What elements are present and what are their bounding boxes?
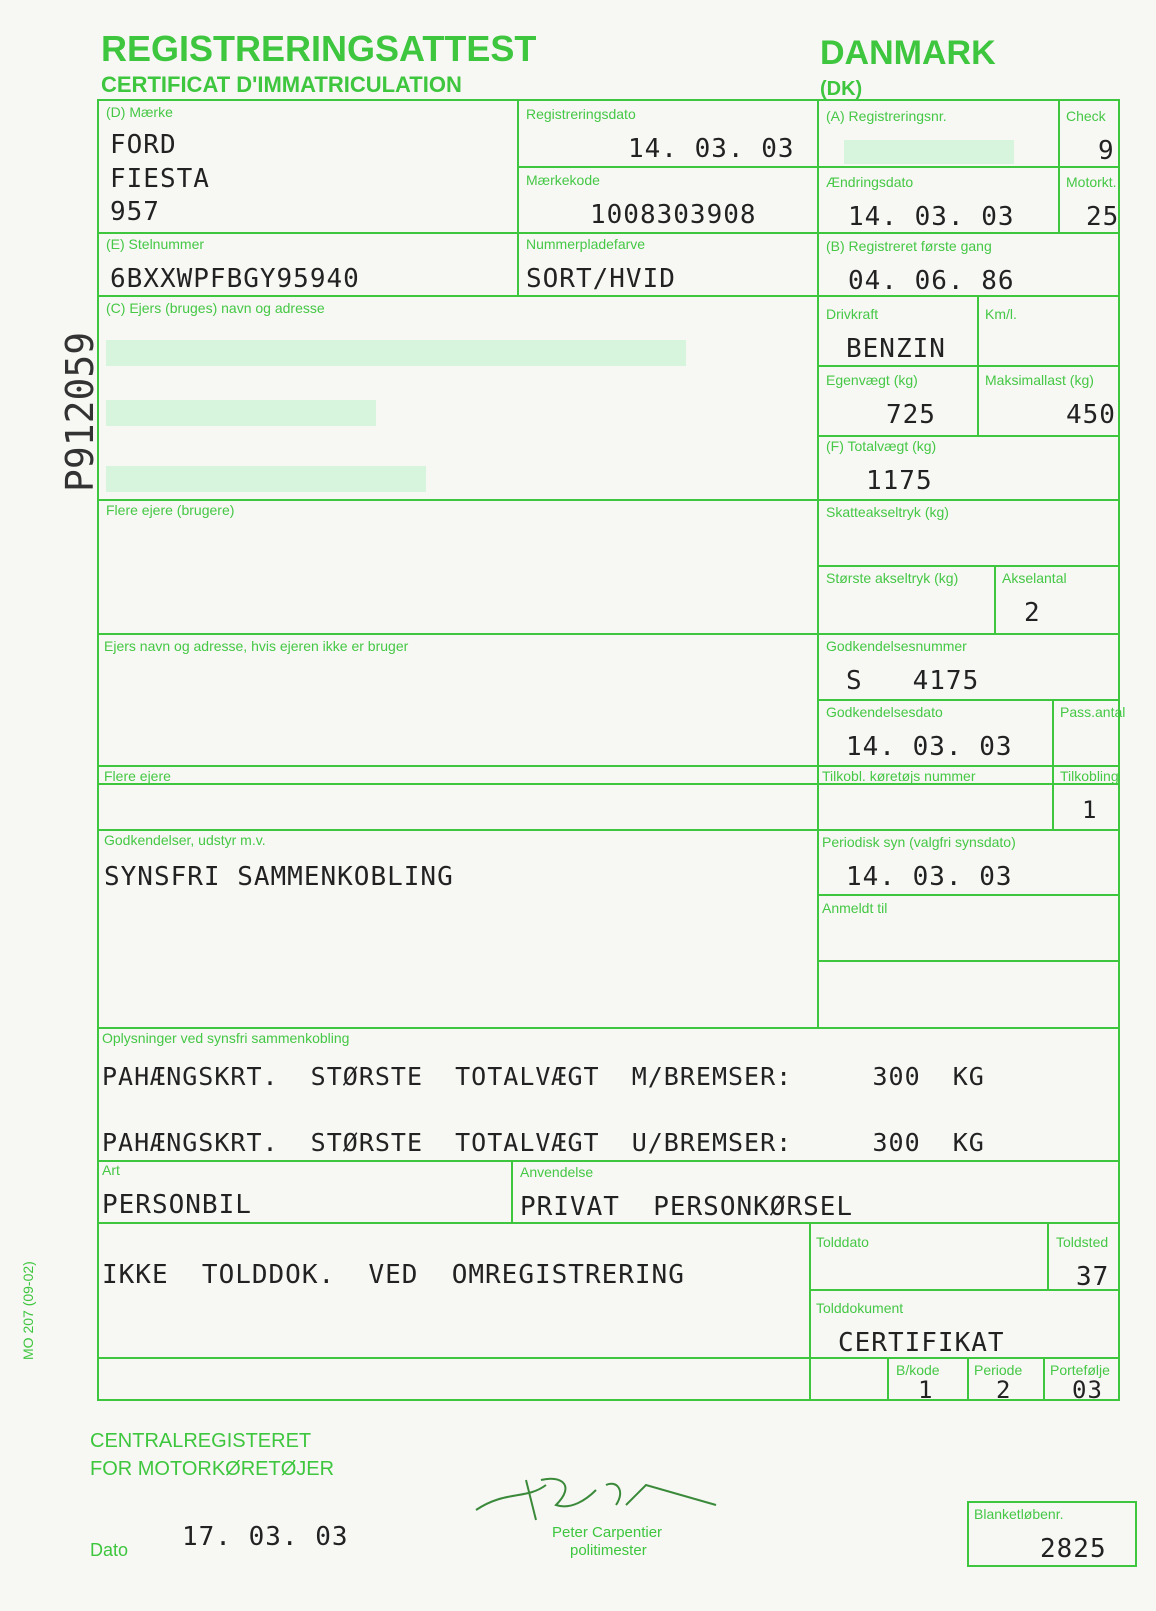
check-label: Check [1066, 108, 1106, 124]
tilkobling-value: 1 [1082, 796, 1098, 824]
pass-antal-label: Pass.antal [1060, 704, 1126, 720]
oplysninger-label: Oplysninger ved synsfri sammenkobling [102, 1030, 350, 1046]
skatteakseltryk-label: Skatteakseltryk (kg) [826, 504, 949, 520]
aendringsdato-label: Ændringsdato [826, 174, 914, 190]
check-value: 9 [1098, 136, 1115, 166]
periode-value: 2 [996, 1376, 1012, 1404]
registry-name-2: FOR MOTORKØRETØJER [90, 1458, 335, 1480]
kml-label: Km/l. [985, 306, 1017, 322]
foerste-gang-label: (B) Registreret første gang [826, 238, 992, 254]
told-note: IKKE TOLDDOK. VED OMREGISTRERING [102, 1260, 685, 1290]
flere-ejere-label: Flere ejere [104, 768, 171, 784]
tolddokument-value: CERTIFIKAT [838, 1328, 1005, 1358]
totalvaegt-label: (F) Totalvægt (kg) [826, 438, 937, 454]
akselantal-label: Akselantal [1002, 570, 1067, 586]
motorkt-value: 25 [1086, 202, 1120, 232]
motorkt-label: Motorkt. [1066, 174, 1117, 190]
blanket-value: 2825 [1040, 1534, 1107, 1564]
regnr-label: (A) Registreringsnr. [826, 108, 947, 124]
portefolje-value: 03 [1072, 1376, 1103, 1404]
redacted-owner-city [106, 466, 426, 492]
document-subtitle: CERTIFICAT D'IMMATRICULATION [101, 72, 462, 97]
signer-name: Peter Carpentier [552, 1524, 663, 1541]
maerke-line-2: FIESTA [110, 164, 210, 194]
registry-name-1: CENTRALREGISTERET [90, 1430, 312, 1452]
signer-title: politimester [570, 1542, 647, 1559]
periodisk-syn-value: 14. 03. 03 [846, 862, 1013, 892]
maerke-line-1: FORD [110, 130, 177, 160]
regdato-value: 14. 03. 03 [628, 134, 795, 164]
periode-label: Periode [974, 1362, 1023, 1378]
drivkraft-value: BENZIN [846, 334, 946, 364]
tolddato-label: Tolddato [816, 1234, 869, 1250]
document-title: REGISTRERINGSATTEST [101, 28, 537, 69]
oplysninger-line-2: PAHÆNGSKRT. STØRSTE TOTALVÆGT U/BREMSER: 300 KG [102, 1128, 985, 1157]
maerke-label: (D) Mærke [106, 104, 173, 120]
maerkekode-label: Mærkekode [526, 172, 600, 188]
stoerste-akseltryk-label: Største akseltryk (kg) [826, 570, 959, 586]
godkendelsesnummer-label: Godkendelsesnummer [826, 638, 967, 654]
flere-ejere-brugere-label: Flere ejere (brugere) [106, 502, 235, 518]
portefolje-label: Portefølje [1050, 1362, 1110, 1378]
oplysninger-line-1: PAHÆNGSKRT. STØRSTE TOTALVÆGT M/BREMSER: 300 KG [102, 1062, 985, 1091]
foerste-gang-value: 04. 06. 86 [848, 266, 1015, 296]
nummerpladefarve-value: SORT/HVID [526, 264, 676, 294]
stelnummer-value: 6BXXWPFBGY95940 [110, 264, 360, 294]
totalvaegt-value: 1175 [866, 466, 933, 496]
periodisk-syn-label: Periodisk syn (valgfri synsdato) [822, 834, 1016, 850]
dato-label: Dato [90, 1540, 129, 1560]
redacted-regnr [844, 140, 1014, 164]
egenvaegt-value: 725 [886, 400, 936, 430]
drivkraft-label: Drivkraft [826, 306, 879, 322]
stelnummer-label: (E) Stelnummer [106, 236, 205, 252]
art-label: Art [102, 1162, 120, 1178]
dato-value: 17. 03. 03 [182, 1522, 349, 1552]
maerkekode-value: 1008303908 [590, 200, 757, 230]
ejer-label: (C) Ejers (bruges) navn og adresse [106, 300, 325, 316]
anmeldt-til-label: Anmeldt til [822, 900, 888, 916]
egenvaegt-label: Egenvægt (kg) [826, 372, 918, 388]
serial-number-vertical: P912059 [58, 331, 102, 492]
nummerpladefarve-label: Nummerpladefarve [526, 236, 646, 252]
redacted-owner-street [106, 400, 376, 426]
maksimallast-label: Maksimallast (kg) [985, 372, 1094, 388]
toldsted-label: Toldsted [1056, 1234, 1109, 1250]
godkendelser-label: Godkendelser, udstyr m.v. [104, 832, 266, 848]
redacted-owner-name [106, 340, 686, 366]
tolddokument-label: Tolddokument [816, 1300, 904, 1316]
godkendelsesnummer-value: S 4175 [846, 666, 980, 696]
country-code: (DK) [820, 78, 863, 100]
blanket-label: Blanketløbenr. [974, 1506, 1064, 1522]
godkendelser-value: SYNSFRI SAMMENKOBLING [104, 862, 454, 892]
godkendelsesdato-value: 14. 03. 03 [846, 732, 1013, 762]
regdato-label: Registreringsdato [526, 106, 636, 122]
toldsted-value: 37 [1076, 1262, 1110, 1292]
akselantal-value: 2 [1024, 598, 1041, 628]
anvendelse-value: PRIVAT PERSONKØRSEL [520, 1192, 854, 1222]
tilkobl-label: Tilkobl. køretøjs nummer [822, 768, 976, 784]
tilkobling-label: Tilkobling [1060, 768, 1119, 784]
bkode-value: 1 [918, 1376, 934, 1404]
art-value: PERSONBIL [102, 1190, 252, 1220]
maerke-line-3: 957 [110, 197, 160, 227]
anvendelse-label: Anvendelse [520, 1164, 594, 1180]
bkode-label: B/kode [896, 1362, 940, 1378]
ejer-ikke-bruger-label: Ejers navn og adresse, hvis ejeren ikke er bruger [104, 638, 409, 654]
godkendelsesdato-label: Godkendelsesdato [826, 704, 943, 720]
maksimallast-value: 450 [1066, 400, 1116, 430]
aendringsdato-value: 14. 03. 03 [848, 202, 1015, 232]
country-name: DANMARK [820, 34, 996, 72]
form-code: MO 207 (09-02) [20, 1261, 36, 1360]
